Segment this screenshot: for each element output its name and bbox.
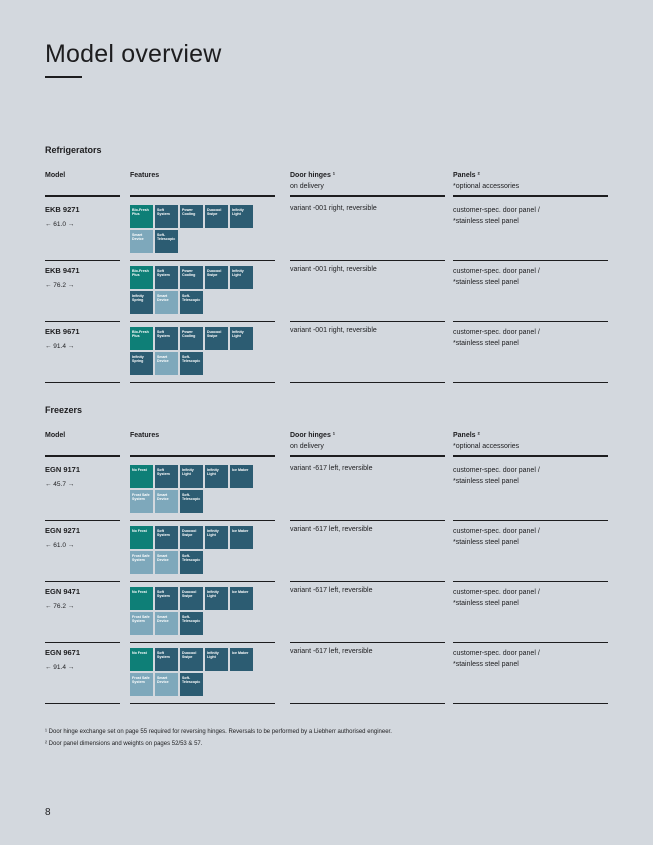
row-rule — [453, 382, 608, 383]
row-rule — [290, 260, 445, 261]
feature-tile: Soft-Telescopic — [180, 673, 203, 696]
feature-tiles — [130, 465, 260, 513]
header-rule — [130, 455, 275, 457]
row-rule — [45, 321, 120, 322]
door-hinges: variant -001 right, reversible — [290, 205, 377, 212]
header-rule — [45, 195, 120, 197]
model-name: EGN 9271 — [45, 526, 81, 535]
feature-tile: Bio-Fresh Plus — [130, 327, 153, 350]
feature-tiles — [130, 526, 260, 574]
model-width: ← 61.0 → — [45, 221, 75, 228]
panel-line-1: customer-spec. door panel / — [453, 329, 540, 336]
title-underline — [45, 76, 82, 78]
panels — [453, 327, 540, 349]
row-rule — [130, 703, 275, 704]
row-rule — [290, 382, 445, 383]
footnote-1: ¹ Door hinge exchange set on page 55 required for reversing hinges. Reversals to be performed by a Liebherr authorised engineer. — [45, 729, 392, 735]
panel-line-2: *stainless steel panel — [453, 661, 519, 668]
feature-tiles — [130, 648, 260, 696]
door-hinges: variant -001 right, reversible — [290, 266, 377, 273]
feature-tile: Infinity Light — [205, 648, 228, 671]
feature-tile: Smart Device — [155, 490, 178, 513]
feature-tile: Soft-Telescopic — [180, 551, 203, 574]
column-header-features-label: Features — [130, 172, 160, 179]
section-title: Freezers — [45, 405, 83, 415]
row-rule — [453, 321, 608, 322]
row-rule — [290, 642, 445, 643]
door-hinges: variant -617 left, reversible — [290, 587, 373, 594]
row-rule — [453, 581, 608, 582]
column-header-features — [130, 170, 159, 181]
footnote-2: ² Door panel dimensions and weights on pages 52/53 & 57. — [45, 741, 203, 747]
feature-tile: Infinity Spring — [130, 291, 153, 314]
feature-tiles — [130, 327, 260, 375]
row-rule — [453, 642, 608, 643]
row-rule — [130, 581, 275, 582]
page-number: 8 — [45, 807, 51, 818]
feature-tile: Frost Safe System — [130, 612, 153, 635]
column-header-model — [45, 170, 65, 181]
row-rule — [130, 520, 275, 521]
column-header-panels — [453, 430, 519, 452]
panel-line-2: *stainless steel panel — [453, 600, 519, 607]
feature-tile: Duocool Swipe — [205, 327, 228, 350]
feature-tile: Ice Maker — [230, 648, 253, 671]
column-header-features — [130, 430, 159, 441]
row-rule — [290, 321, 445, 322]
row-rule — [45, 520, 120, 521]
header-rule — [453, 195, 608, 197]
panel-line-1: customer-spec. door panel / — [453, 650, 540, 657]
door-hinges: variant -617 left, reversible — [290, 526, 373, 533]
panel-line-2: *stainless steel panel — [453, 218, 519, 225]
feature-tile: Power Cooling — [180, 266, 203, 289]
column-header-panels-line1: Panels ² — [453, 432, 480, 439]
section-title: Refrigerators — [45, 145, 102, 155]
header-rule — [130, 195, 275, 197]
row-rule — [45, 703, 120, 704]
model-name: EGN 9171 — [45, 465, 81, 474]
feature-tile: Soft System — [155, 327, 178, 350]
column-header-model-label: Model — [45, 172, 66, 179]
feature-tile: Soft System — [155, 648, 178, 671]
feature-tile: Soft-Telescopic — [180, 612, 203, 635]
feature-tile: Infinity Light — [230, 327, 253, 350]
model-name: EKB 9671 — [45, 327, 80, 336]
feature-tiles — [130, 587, 260, 635]
feature-tile: No Frost — [130, 587, 153, 610]
model-name: EGN 9471 — [45, 587, 81, 596]
feature-tile: Infinity Spring — [130, 352, 153, 375]
feature-tile: Ice Maker — [230, 465, 253, 488]
footnotes — [45, 726, 392, 750]
feature-tile: Duocool Swipe — [205, 205, 228, 228]
model-name: EKB 9471 — [45, 266, 80, 275]
column-header-hinges-line2: on delivery — [290, 443, 324, 450]
column-header-panels-line1: Panels ² — [453, 172, 480, 179]
feature-tile: Power Cooling — [180, 205, 203, 228]
feature-tile: No Frost — [130, 465, 153, 488]
model-width: ← 91.4 → — [45, 343, 75, 350]
model-width: ← 91.4 → — [45, 664, 75, 671]
feature-tile: Power Cooling — [180, 327, 203, 350]
model-width: ← 76.2 → — [45, 603, 75, 610]
feature-tile: Frost Safe System — [130, 551, 153, 574]
column-header-features-label: Features — [130, 432, 160, 439]
row-rule — [130, 642, 275, 643]
row-rule — [290, 520, 445, 521]
feature-tile: Soft System — [155, 465, 178, 488]
column-header-panels-line2: *optional accessories — [453, 183, 520, 190]
header-rule — [45, 455, 120, 457]
panel-line-1: customer-spec. door panel / — [453, 268, 540, 275]
feature-tile: Soft System — [155, 205, 178, 228]
row-rule — [45, 260, 120, 261]
column-header-panels — [453, 170, 519, 192]
feature-tile: Smart Device — [155, 612, 178, 635]
door-hinges: variant -617 left, reversible — [290, 465, 373, 472]
feature-tile: Smart Device — [155, 352, 178, 375]
row-rule — [290, 703, 445, 704]
column-header-model-label: Model — [45, 432, 66, 439]
model-name: EGN 9671 — [45, 648, 81, 657]
row-rule — [130, 382, 275, 383]
feature-tile: Smart Device — [155, 673, 178, 696]
feature-tile: Frost Safe System — [130, 490, 153, 513]
feature-tile: Smart Device — [155, 551, 178, 574]
feature-tile: Duocool Swipe — [180, 587, 203, 610]
column-header-hinges — [290, 430, 335, 452]
row-rule — [453, 260, 608, 261]
feature-tiles — [130, 266, 260, 314]
panel-line-1: customer-spec. door panel / — [453, 528, 540, 535]
feature-tile: Infinity Light — [205, 587, 228, 610]
feature-tile: No Frost — [130, 526, 153, 549]
row-rule — [453, 703, 608, 704]
column-header-hinges-line1: Door hinges ¹ — [290, 172, 336, 179]
feature-tile: Soft System — [155, 587, 178, 610]
feature-tile: Infinity Light — [230, 266, 253, 289]
feature-tile: Soft-Telescopic — [180, 490, 203, 513]
feature-tile: Bio-Fresh Plus — [130, 205, 153, 228]
model-width: ← 61.0 → — [45, 542, 75, 549]
feature-tile: Bio-Fresh Plus — [130, 266, 153, 289]
model-width: ← 76.2 → — [45, 282, 75, 289]
feature-tile: Ice Maker — [230, 587, 253, 610]
row-rule — [290, 581, 445, 582]
panel-line-1: customer-spec. door panel / — [453, 467, 540, 474]
feature-tile: Duocool Swipe — [180, 526, 203, 549]
feature-tile: Soft-Telescopic — [155, 230, 178, 253]
feature-tile: Soft-Telescopic — [180, 291, 203, 314]
door-hinges: variant -001 right, reversible — [290, 327, 377, 334]
column-header-model — [45, 430, 65, 441]
feature-tile: Infinity Light — [230, 205, 253, 228]
column-header-hinges-line1: Door hinges ¹ — [290, 432, 336, 439]
header-rule — [453, 455, 608, 457]
feature-tile: Soft System — [155, 526, 178, 549]
feature-tile: Duocool Swipe — [180, 648, 203, 671]
door-hinges: variant -617 left, reversible — [290, 648, 373, 655]
panels — [453, 648, 540, 670]
feature-tile: No Frost — [130, 648, 153, 671]
panels — [453, 266, 540, 288]
row-rule — [130, 321, 275, 322]
feature-tile: Smart Device — [155, 291, 178, 314]
row-rule — [45, 642, 120, 643]
panels — [453, 465, 540, 487]
header-rule — [290, 195, 445, 197]
column-header-hinges — [290, 170, 335, 192]
freezers-section — [45, 405, 608, 705]
feature-tile: Duocool Swipe — [205, 266, 228, 289]
feature-tile: Infinity Light — [205, 465, 228, 488]
column-header-panels-line2: *optional accessories — [453, 443, 520, 450]
row-rule — [45, 581, 120, 582]
model-width: ← 45.7 → — [45, 481, 75, 488]
feature-tile: Infinity Light — [205, 526, 228, 549]
feature-tile: Smart Device — [130, 230, 153, 253]
panels — [453, 526, 540, 548]
panel-line-2: *stainless steel panel — [453, 340, 519, 347]
refrigerators-section — [45, 145, 608, 385]
model-name: EKB 9271 — [45, 205, 80, 214]
feature-tile: Infinity Light — [180, 465, 203, 488]
feature-tile: Soft System — [155, 266, 178, 289]
header-rule — [290, 455, 445, 457]
row-rule — [130, 260, 275, 261]
feature-tiles — [130, 205, 260, 253]
panel-line-1: customer-spec. door panel / — [453, 207, 540, 214]
row-rule — [45, 382, 120, 383]
page-title: Model overview — [45, 40, 222, 68]
panel-line-2: *stainless steel panel — [453, 478, 519, 485]
panel-line-1: customer-spec. door panel / — [453, 589, 540, 596]
panel-line-2: *stainless steel panel — [453, 279, 519, 286]
panels — [453, 587, 540, 609]
panels — [453, 205, 540, 227]
feature-tile: Soft-Telescopic — [180, 352, 203, 375]
feature-tile: Frost Safe System — [130, 673, 153, 696]
feature-tile: Ice Maker — [230, 526, 253, 549]
panel-line-2: *stainless steel panel — [453, 539, 519, 546]
row-rule — [453, 520, 608, 521]
column-header-hinges-line2: on delivery — [290, 183, 324, 190]
